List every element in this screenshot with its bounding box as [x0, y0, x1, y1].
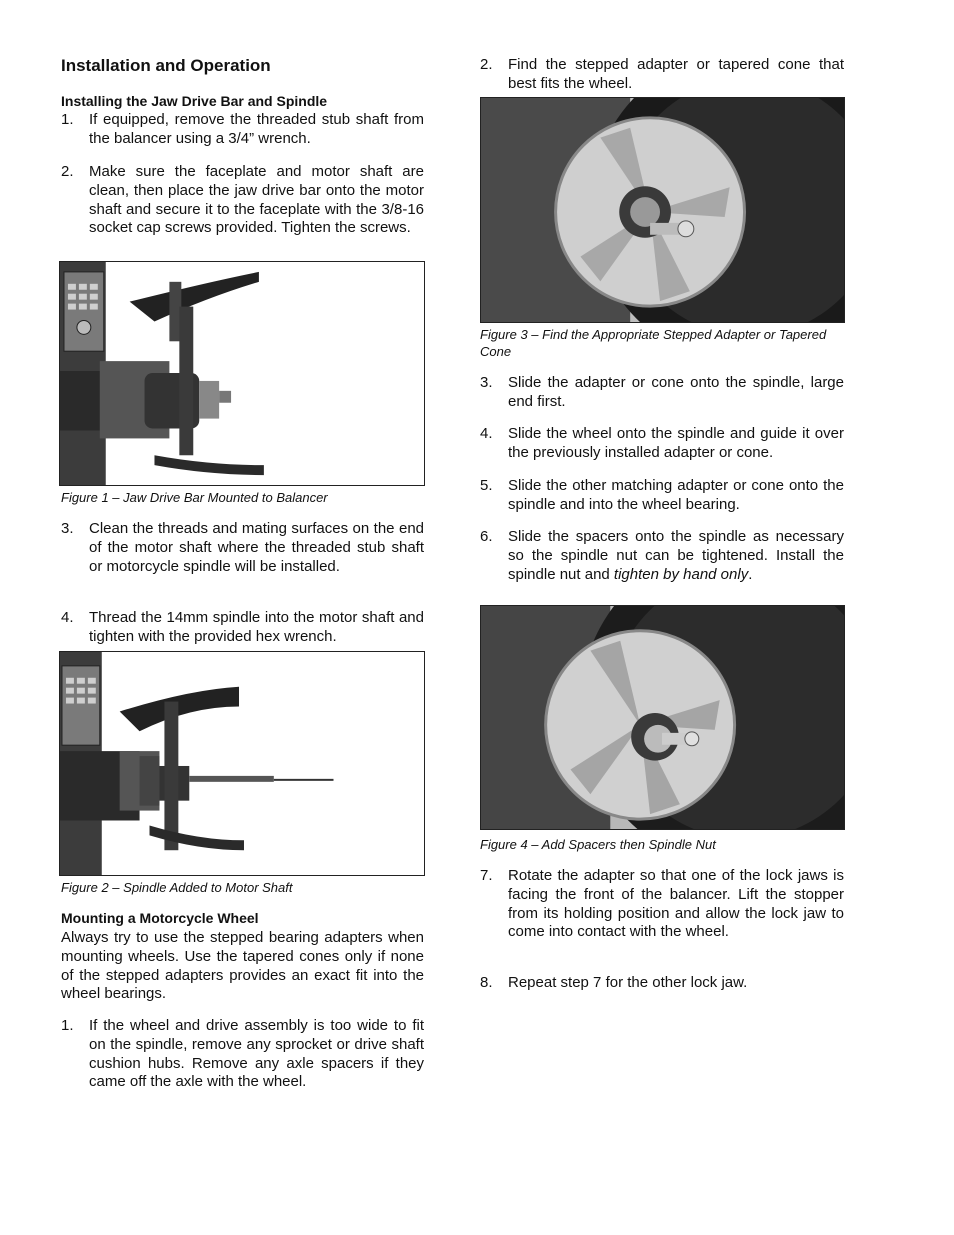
step-b8: [480, 974, 844, 993]
step-number: 4.: [61, 609, 74, 626]
subsection-title-jaw-drive: Installing the Jaw Drive Bar and Spindle: [61, 93, 328, 109]
step-text: Thread the 14mm spindle into the motor shaft and tighten with the provided hex wrench.: [89, 609, 424, 645]
step-number: 7.: [480, 867, 493, 884]
mounting-intro-paragraph: Always try to use the stepped bearing adapters when mounting wheels. Use the tapered cones only if none of the stepped adapters provides an exact fit into the wheel bearings.: [61, 929, 424, 1003]
figure-2-caption: Figure 2 – Spindle Added to Motor Shaft: [61, 880, 293, 895]
step-a2: [61, 163, 424, 238]
step-text: Slide the other matching adapter or cone onto the spindle and into the wheel bearing.: [508, 477, 844, 513]
step-number: 1.: [61, 1017, 74, 1034]
step-text: Make sure the faceplate and motor shaft are clean, then place the jaw drive bar onto the motor shaft and secure it to the faceplate with the 3/8-16 socket cap screws provided. Tighten the screws.: [89, 163, 424, 237]
step-text: Clean the threads and mating surfaces on the end of the motor shaft where the threaded stub shaft or motorcycle spindle will be installed.: [89, 520, 424, 575]
step-text-end: .: [748, 565, 753, 583]
step-text: Slide the adapter or cone onto the spindle, large end first.: [508, 374, 844, 410]
step-text: Slide the wheel onto the spindle and guide it over the previously installed adapter or cone.: [508, 425, 844, 461]
step-a3: [61, 520, 424, 576]
step-number: 2.: [61, 163, 74, 180]
figure-3-caption: Figure 3 – Find the Appropriate Stepped Adapter or Tapered Cone: [480, 327, 827, 359]
step-b7: [480, 867, 844, 942]
step-text: Repeat step 7 for the other lock jaw.: [508, 974, 748, 991]
step-text: If the wheel and drive assembly is too wide to fit on the spindle, remove any sprocket or drive shaft cushion hubs. Remove any axle spacers if they came off the axle with the wheel.: [89, 1017, 424, 1091]
step-number: 6.: [480, 528, 493, 545]
subsection-title-mounting: Mounting a Motorcycle Wheel: [61, 910, 259, 926]
step-number: 2.: [480, 56, 493, 73]
step-b1: [61, 1017, 424, 1092]
step-b6: [480, 528, 844, 584]
step-number: 3.: [61, 520, 74, 537]
step-text: Rotate the adapter so that one of the lock jaws is facing the front of the balancer. Lift the stopper from its holding position and allow the lock jaw to come into contact with the wheel.: [508, 867, 844, 941]
step-text-plain: Slide the spacers onto the spindle as necessary so the spindle nut can be tightened. Install the spindle nut and: [508, 528, 844, 583]
step-number: 3.: [480, 374, 493, 391]
step-number: 5.: [480, 477, 493, 494]
step-text-emphasis: tighten by hand only: [613, 565, 749, 583]
step-a1: [61, 111, 424, 149]
figure-1-caption: Figure 1 – Jaw Drive Bar Mounted to Balancer: [61, 490, 328, 505]
step-number: 8.: [480, 974, 493, 991]
step-a4: [61, 609, 424, 647]
step-number: 4.: [480, 425, 493, 442]
figure-1-photo: [59, 261, 425, 486]
step-b4: [480, 425, 844, 463]
step-text: Find the stepped adapter or tapered cone that best fits the wheel.: [508, 56, 844, 92]
figure-3-photo: [480, 97, 845, 323]
step-text: [508, 528, 844, 584]
figure-4-photo: [480, 605, 845, 830]
figure-4-caption: Figure 4 – Add Spacers then Spindle Nut: [480, 837, 716, 852]
step-b3: [480, 374, 844, 412]
step-number: 1.: [61, 111, 74, 128]
step-b2: [480, 56, 844, 94]
figure-2-photo: [59, 651, 425, 876]
step-b5: [480, 477, 844, 515]
section-title: Installation and Operation: [61, 56, 271, 75]
step-text: If equipped, remove the threaded stub shaft from the balancer using a 3/4” wrench.: [89, 111, 424, 147]
